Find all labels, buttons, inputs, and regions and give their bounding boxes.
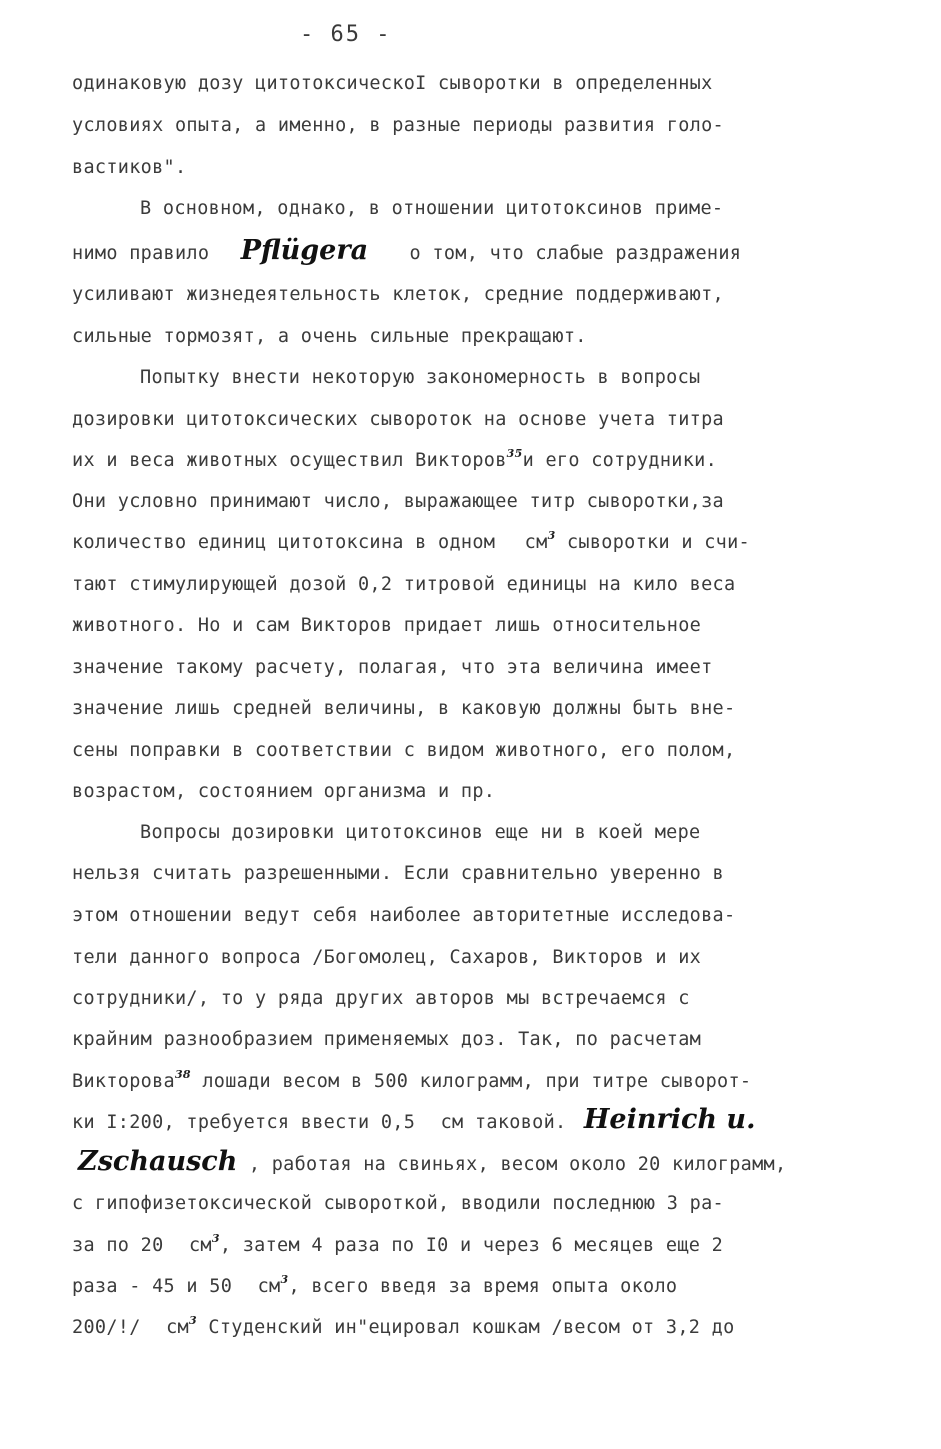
text-line [72,1234,723,1258]
text-line: Попытку внести некоторую закономерность в вопросы [140,367,701,388]
text-line: тают стимулирующей дозой 0,2 титровой единицы на кило веса [72,574,736,595]
unit-text: см [440,1112,464,1133]
text-line: значение такому расчету, полагая, что эта величина имеет [72,657,713,678]
footnote-marker: 35 [506,447,523,460]
footnote-marker: 38 [174,1068,191,1081]
text-line [72,1146,787,1177]
text-line: тели данного вопроса /Богомолец, Сахаров, Викторов и их [72,947,702,968]
superscript: 3 [280,1273,289,1286]
text-segment: лошади весом в 500 килограмм, при титре сыворот- [202,1071,752,1092]
text-segment: раза - 45 и 50 [72,1276,233,1297]
text-segment: за по 20 [72,1235,164,1256]
text-line: Вопросы дозировки цитотоксинов еще ни в коей мере [140,822,701,843]
text-segment: , всего введя за время опыта около [288,1276,678,1297]
text-line: В основном, однако, в отношении цитотоксинов приме- [140,198,724,219]
text-segment: сыворотки и счи- [566,532,750,553]
text-line: сильные тормозят, а очень сильные прекращают. [72,326,587,347]
text-line: крайним разнообразием применяемых доз. Так, по расчетам [72,1029,702,1050]
handwritten-name: Heinrich u. [583,1104,756,1135]
text-line: одинаковую дозу цитотоксическоІ сыворотки в определенных [72,73,713,94]
page-number: - 65 - [300,22,392,47]
text-line: сены поправки в соответствии с видом животного, его полом, [72,740,736,761]
text-line [72,1275,677,1299]
handwritten-name: Pflügera [240,235,369,266]
text-line [72,531,750,555]
text-line [72,1104,756,1135]
text-segment: 200/!/ [72,1317,141,1338]
text-segment: Викторова [72,1071,175,1092]
text-line: этом отношении ведут себя наиболее авторитетные исследова- [72,905,736,926]
text-line: сотрудники/, то у ряда других авторов мы встречаемся с [72,988,690,1009]
superscript: 3 [211,1232,220,1245]
unit-text: см [524,532,548,553]
text-line: вастиков". [72,157,187,178]
unit-text: см [257,1276,281,1297]
text-line: нельзя считать разрешенными. Если сравнительно уверенно в [72,863,724,884]
text-line [72,1316,735,1340]
text-line: условиях опыта, а именно, в разные периоды развития голо- [72,115,724,136]
text-line: возрастом, состоянием организма и пр. [72,781,496,802]
text-line [72,449,717,473]
text-segment: нимо правило [72,243,210,264]
text-line: животного. Но и сам Викторов придает лишь относительное [72,615,702,636]
text-line [72,235,742,266]
handwritten-name: Zschausch [78,1146,238,1177]
superscript: 3 [547,529,556,542]
text-segment: и его сотрудники. [522,450,718,471]
text-line: усиливают жизнедеятельность клеток, средние поддерживают, [72,284,724,305]
text-segment: ки I:200, требуется ввести 0,5 [72,1112,416,1133]
text-segment: Студенский ин"ецировал кошкам /весом от 3,2 до [208,1317,735,1338]
text-line [72,1070,751,1094]
superscript: 3 [188,1314,197,1327]
text-line: Они условно принимают число, выражающее титр сыворотки,за [72,491,724,512]
text-segment: их и веса животных осуществил Викторов [72,450,507,471]
text-segment: , затем 4 раза по I0 и через 6 месяцев еще 2 [219,1235,724,1256]
text-segment: количество единиц цитотоксина в одном [72,532,496,553]
unit-text: см [166,1317,189,1338]
text-line: значение лишь средней величины, в каковую должны быть вне- [72,698,736,719]
text-segment: , работая на свиньях, весом около 20 килограмм, [248,1154,787,1175]
text-segment: о том, что слабые раздражения [409,243,742,264]
text-segment: таковой. [474,1112,567,1133]
unit-text: см [188,1235,212,1256]
text-line: с гипофизетоксической сывороткой, вводили последнюю 3 ра- [72,1193,724,1214]
text-line: дозировки цитотоксических сывороток на основе учета титра [72,409,724,430]
